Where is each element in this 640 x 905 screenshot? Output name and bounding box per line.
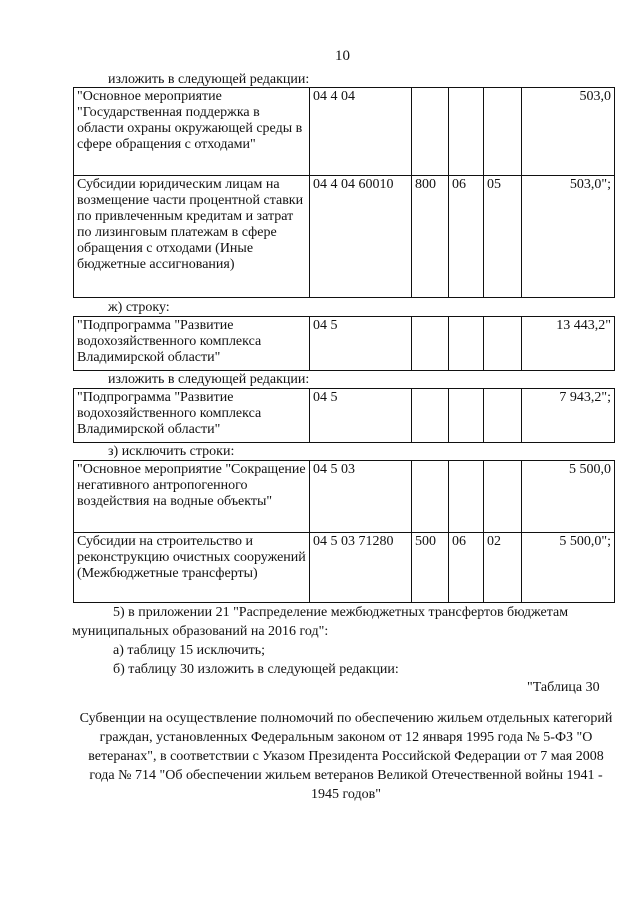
budget-table-2 (73, 316, 615, 371)
row-col-2: 06 (449, 176, 484, 298)
row-col-2 (449, 461, 484, 533)
paragraph-5-line-1: 5) в приложении 21 "Распределение межбюджетных трансфертов бюджетам (113, 605, 569, 620)
row-name: Субсидии юридическим лицам на возмещение части процентной ставки по привлеченным кредитам и затрат по лизинговым платежам в сфере обращения с отходами (Иные бюджетные ассигнования) (74, 176, 310, 298)
table-row (74, 461, 615, 533)
budget-table-3 (73, 388, 615, 443)
row-sum: 13 443,2" (522, 317, 615, 371)
row-code: 04 5 03 (310, 461, 412, 533)
row-code: 04 5 03 71280 (310, 533, 412, 603)
row-col-2: 06 (449, 533, 484, 603)
table-row (74, 533, 615, 603)
row-name: "Основное мероприятие "Государственная поддержка в области охраны окружающей среды в сфере обращения с отходами" (74, 88, 310, 176)
budget-table-4 (73, 460, 615, 603)
row-col-3: 05 (484, 176, 522, 298)
row-name: "Подпрограмма "Развитие водохозяйственного комплекса Владимирской области" (74, 317, 310, 371)
row-col-3: 02 (484, 533, 522, 603)
row-sum: 5 500,0"; (522, 533, 615, 603)
table-heading: Субвенции на осуществление полномочий по обеспечению жильем отдельных категорий граждан, установленных Федеральным законом от 12 января 1995 года № 5-ФЗ "О ветеранах", в соответствии с Указом Президента Российской Федерации от 7 мая 2008 года № 714 "Об обеспечении жильем ветеранов Великой Отечественной войны 1941 - 1945 годов" (79, 711, 613, 802)
table-label: "Таблица 30 (527, 680, 600, 695)
row-sum: 7 943,2"; (522, 389, 615, 443)
item-z-label: з) исключить строки: (108, 444, 235, 459)
row-col-1: 500 (412, 533, 449, 603)
row-code: 04 4 04 (310, 88, 412, 176)
item-zh-label: ж) строку: (108, 300, 170, 315)
row-col-1: 800 (412, 176, 449, 298)
row-col-2 (449, 389, 484, 443)
row-name: "Подпрограмма "Развитие водохозяйственного комплекса Владимирской области" (74, 389, 310, 443)
edit-instruction-2: изложить в следующей редакции: (108, 372, 310, 387)
row-col-3 (484, 317, 522, 371)
budget-table-1 (73, 87, 615, 298)
paragraph-b: б) таблицу 30 изложить в следующей редакции: (113, 662, 399, 677)
row-col-2 (449, 317, 484, 371)
paragraph-a: а) таблицу 15 исключить; (113, 643, 265, 658)
row-code: 04 4 04 60010 (310, 176, 412, 298)
row-col-3 (484, 389, 522, 443)
table-row (74, 317, 615, 371)
table-row (74, 176, 615, 298)
table-row (74, 88, 615, 176)
row-sum: 5 500,0 (522, 461, 615, 533)
row-sum: 503,0 (522, 88, 615, 176)
row-col-1 (412, 88, 449, 176)
row-name: Субсидии на строительство и реконструкцию очистных сооружений (Межбюджетные трансферты) (74, 533, 310, 603)
row-col-1 (412, 461, 449, 533)
row-code: 04 5 (310, 317, 412, 371)
row-col-1 (412, 317, 449, 371)
edit-instruction-1: изложить в следующей редакции: (108, 72, 310, 87)
row-col-3 (484, 461, 522, 533)
row-name: "Основное мероприятие "Сокращение негативного антропогенного воздействия на водные объекты" (74, 461, 310, 533)
row-col-1 (412, 389, 449, 443)
page-number: 10 (335, 48, 350, 64)
row-col-3 (484, 88, 522, 176)
row-code: 04 5 (310, 389, 412, 443)
paragraph-5-line-2: муниципальных образований на 2016 год": (72, 624, 329, 639)
row-col-2 (449, 88, 484, 176)
row-sum: 503,0"; (522, 176, 615, 298)
table-row (74, 389, 615, 443)
